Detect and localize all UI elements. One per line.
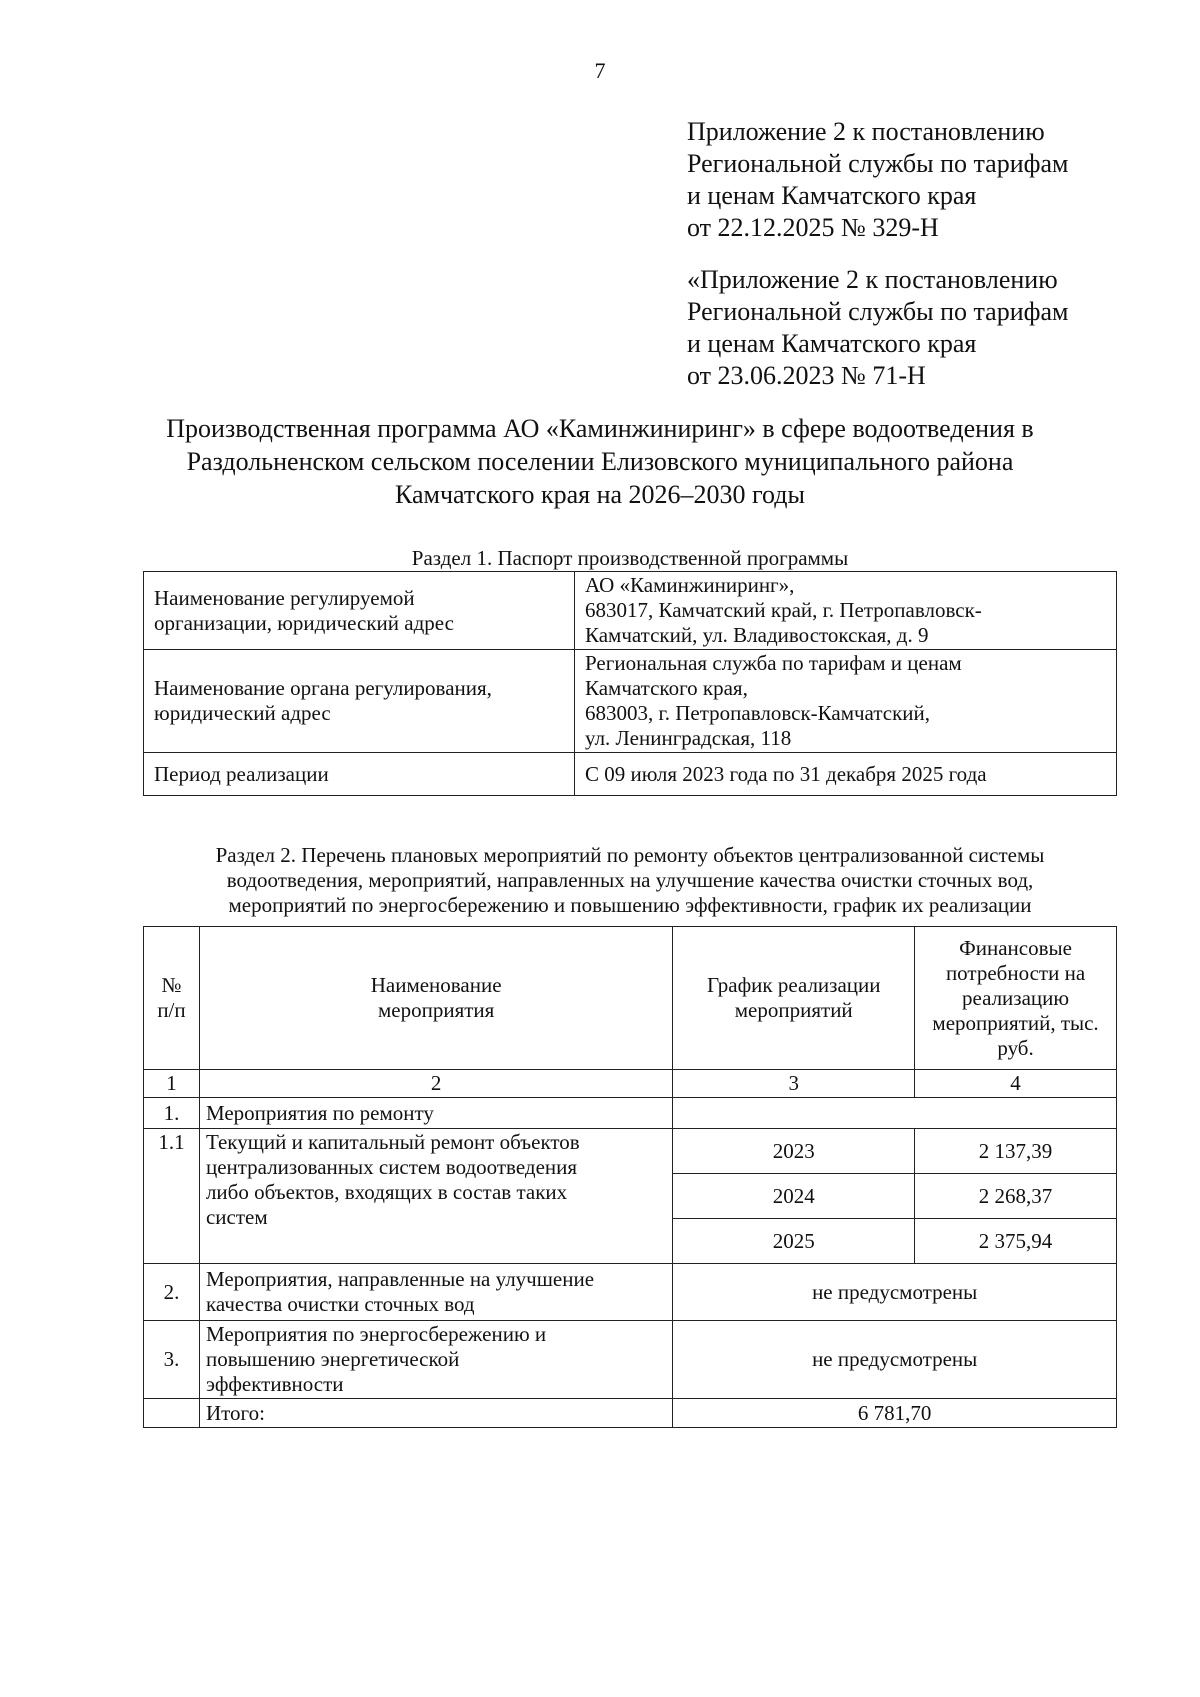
schedule-year: 2023 <box>673 1129 915 1174</box>
appendix-line: «Приложение 2 к постановлению <box>687 265 1058 294</box>
column-number: 4 <box>915 1070 1117 1098</box>
appendix-previous-block <box>687 264 1157 392</box>
cell-line: эффективности <box>205 1372 344 1396</box>
table-row <box>144 1264 1117 1321</box>
caption-line: Раздел 2. Перечень плановых мероприятий по ремонту объектов централизованной системы <box>215 843 1045 867</box>
finance-amount: 2 137,39 <box>915 1129 1117 1174</box>
row-name <box>199 1321 672 1399</box>
header-num <box>144 927 200 1070</box>
cell-line: качества очистки сточных вод <box>205 1292 475 1316</box>
passport-label <box>144 650 575 753</box>
title-line: Производственная программа АО «Каминжиниринг» в сфере водоотведения в <box>166 414 1034 443</box>
cell-line: График реализации <box>706 973 881 997</box>
finance-amount: 2 268,37 <box>915 1174 1117 1219</box>
cell-line: Текущий и капитальный ремонт объектов <box>205 1130 580 1154</box>
cell-line: Мероприятия по энергосбережению и <box>205 1322 547 1346</box>
passport-label <box>144 753 575 796</box>
cell-line: 683017, Камчатский край, г. Петропавловск- <box>585 598 982 622</box>
header-schedule <box>673 927 915 1070</box>
cell-line: мероприятия <box>377 998 495 1022</box>
passport-value <box>575 753 1117 796</box>
cell-line: мероприятий <box>734 998 853 1022</box>
cell-line: Наименование регулируемой <box>154 585 415 610</box>
row-num: 2. <box>144 1264 200 1321</box>
passport-label <box>144 572 575 650</box>
cell-line: АО «Каминжиниринг», <box>585 573 795 597</box>
passport-value <box>575 572 1117 650</box>
cell-line: № <box>161 973 182 997</box>
cell-line: п/п <box>157 998 186 1022</box>
header-finance <box>915 927 1117 1070</box>
appendix-line: Приложение 2 к постановлению <box>687 117 1045 146</box>
appendix-line: Региональной службы по тарифам <box>687 149 1069 178</box>
cell-line: 683003, г. Петропавловск-Камчатский, <box>585 701 931 725</box>
column-number: 3 <box>673 1070 915 1098</box>
table-row <box>144 572 1117 650</box>
cell-line: руб. <box>997 1035 1034 1060</box>
row-num: 1. <box>144 1098 200 1129</box>
cell-line: ул. Ленинградская, 118 <box>585 726 792 750</box>
appendix-line: и ценам Камчатского края <box>687 181 977 210</box>
cell-line: Финансовые <box>959 935 1072 960</box>
table-row <box>144 1129 1117 1174</box>
column-number: 1 <box>144 1070 200 1098</box>
cell-line: централизованных систем водоотведения <box>205 1155 578 1179</box>
cell-line: организации, юридический адрес <box>154 610 454 635</box>
empty-cell <box>673 1098 1117 1129</box>
row-value: не предусмотрены <box>673 1264 1117 1321</box>
caption-line: мероприятий по энергосбережению и повышению эффективности, график их реализации <box>228 893 1032 917</box>
appendix-current-block <box>687 116 1157 244</box>
column-number: 2 <box>199 1070 672 1098</box>
cell-line: либо объектов, входящих в состав таких <box>205 1180 568 1204</box>
table-row <box>144 1321 1117 1399</box>
cell-line: Камчатского края, <box>585 676 748 700</box>
passport-table <box>143 571 1117 796</box>
row-value: не предусмотрены <box>673 1321 1117 1399</box>
cell-line: Наименование <box>370 973 502 997</box>
row-name: Мероприятия по ремонту <box>199 1098 672 1129</box>
appendix-line: от 22.12.2025 № 329-Н <box>687 213 939 242</box>
total-label: Итого: <box>199 1399 672 1428</box>
cell-line: повышению энергетической <box>205 1347 460 1371</box>
row-name <box>199 1129 672 1264</box>
table-row <box>144 1098 1117 1129</box>
cell-line: систем <box>205 1205 268 1229</box>
cell-line: Мероприятия, направленные на улучшение <box>205 1267 595 1291</box>
row-num: 3. <box>144 1321 200 1399</box>
cell-line: Наименование органа регулирования, <box>154 676 492 700</box>
cell-line: потребности на <box>945 960 1086 985</box>
passport-value <box>575 650 1117 753</box>
cell-line: юридический адрес <box>154 701 331 725</box>
cell-line: реализацию <box>962 985 1070 1010</box>
schedule-year: 2025 <box>673 1219 915 1264</box>
total-value: 6 781,70 <box>673 1399 1117 1428</box>
table-row <box>144 1399 1117 1428</box>
table-header-row <box>144 927 1117 1070</box>
finance-amount: 2 375,94 <box>915 1219 1117 1264</box>
appendix-line: от 23.06.2023 № 71-Н <box>687 361 926 390</box>
cell-line: Региональная служба по тарифам и ценам <box>585 651 962 675</box>
activities-table <box>143 926 1117 1428</box>
page-number: 7 <box>594 58 606 83</box>
column-number-row <box>144 1070 1117 1098</box>
document-title <box>120 412 1080 511</box>
row-name <box>199 1264 672 1321</box>
title-line: Раздольненском сельском поселении Елизовского муниципального района <box>186 447 1014 476</box>
table-row <box>144 650 1117 753</box>
cell-line: С 09 июля 2023 года по 31 декабря 2025 года <box>585 761 987 786</box>
section2-caption <box>140 843 1120 918</box>
cell-line: мероприятий, тыс. <box>932 1010 1099 1035</box>
row-num: 1.1 <box>144 1129 200 1264</box>
header-name <box>199 927 672 1070</box>
schedule-year: 2024 <box>673 1174 915 1219</box>
section1-caption: Раздел 1. Паспорт производственной программы <box>411 546 849 570</box>
cell-line: Период реализации <box>154 761 329 786</box>
cell-line: Камчатский, ул. Владивостокская, д. 9 <box>585 623 929 647</box>
appendix-line: Региональной службы по тарифам <box>687 297 1069 326</box>
title-line: Камчатского края на 2026–2030 годы <box>394 480 806 509</box>
empty-cell <box>144 1399 200 1428</box>
appendix-line: и ценам Камчатского края <box>687 329 977 358</box>
caption-line: водоотведения, мероприятий, направленных на улучшение качества очистки сточных вод, <box>226 868 1034 892</box>
table-row <box>144 753 1117 796</box>
